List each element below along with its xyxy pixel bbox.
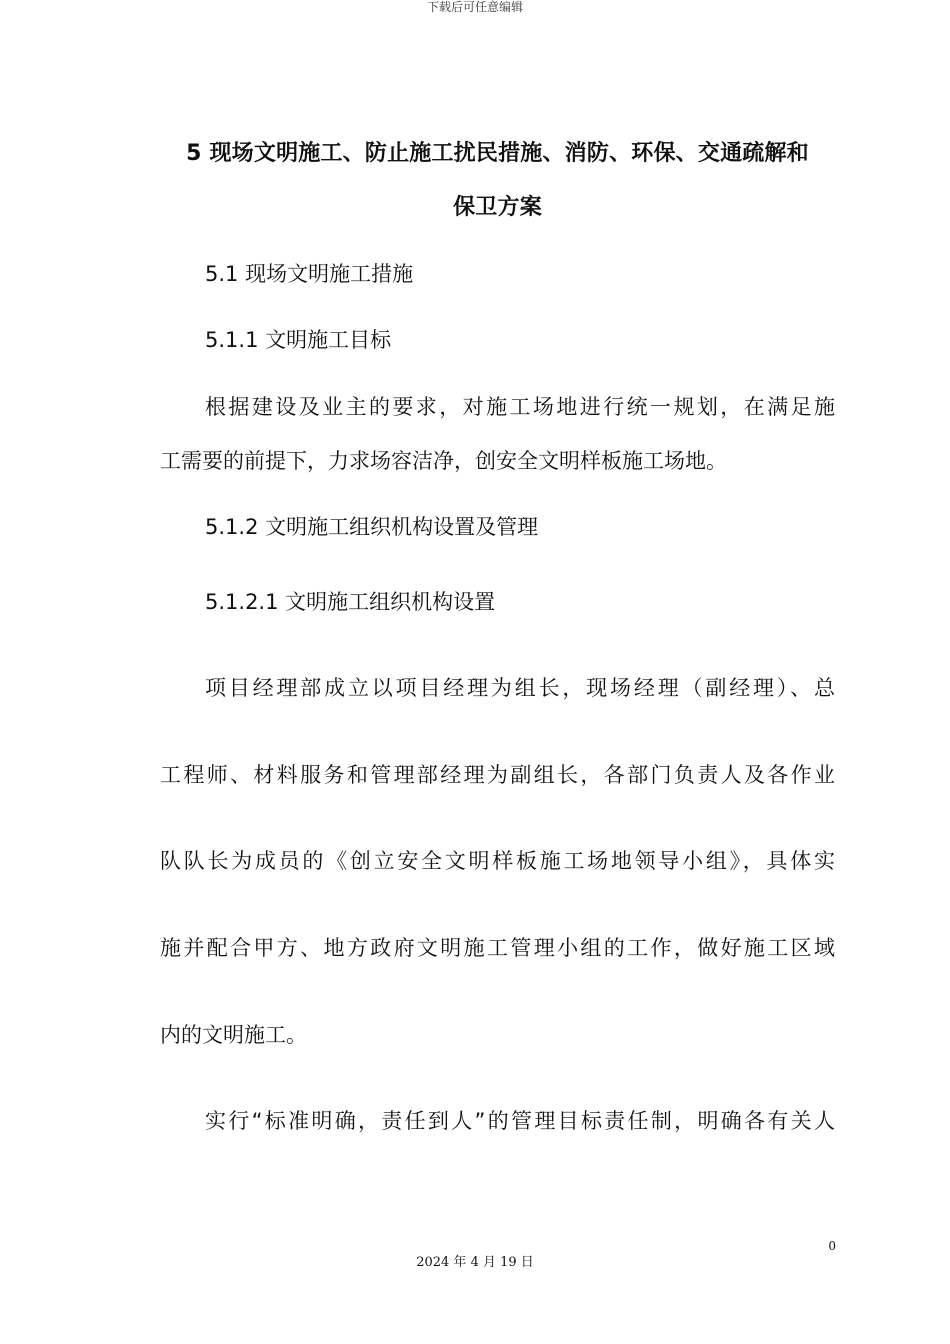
- section-heading-5-1-1: 5.1.1 文明施工目标: [205, 328, 392, 352]
- responsibility-paragraph-line-1: 实行“标准明确，责任到人”的管理目标责任制，明确各有关人: [205, 1109, 835, 1133]
- org-paragraph-line-4: 施并配合甲方、地方政府文明施工管理小组的工作，做好施工区域: [160, 936, 835, 960]
- section-heading-5-1-2-1: 5.1.2.1 文明施工组织机构设置: [205, 590, 496, 614]
- document-title-line-1: 5 现场文明施工、防止施工扰民措施、消防、环保、交通疏解和: [186, 141, 809, 166]
- footer-date: 2024 年 4 月 19 日: [416, 1255, 534, 1270]
- section-heading-5-1-2: 5.1.2 文明施工组织机构设置及管理: [205, 515, 539, 539]
- goal-paragraph-line-2: 工需要的前提下，力求场容洁净，创安全文明样板施工场地。: [160, 449, 727, 473]
- document-title-line-2: 保卫方案: [453, 195, 542, 220]
- page-header-note: 下载后可任意编辑: [426, 0, 523, 14]
- org-paragraph-line-3: 队队长为成员的《创立安全文明样板施工场地领导小组》，具体实: [160, 849, 835, 873]
- org-paragraph-line-2: 工程师、材料服务和管理部经理为副组长，各部门负责人及各作业: [160, 763, 835, 787]
- org-paragraph-line-1: 项目经理部成立以项目经理为组长，现场经理（副经理）、总: [205, 676, 835, 700]
- goal-paragraph-line-1: 根据建设及业主的要求，对施工场地进行统一规划，在满足施: [205, 395, 835, 419]
- section-heading-5-1: 5.1 现场文明施工措施: [205, 262, 414, 286]
- page-number: 0: [828, 1239, 836, 1253]
- org-paragraph-line-5: 内的文明施工。: [160, 1023, 307, 1047]
